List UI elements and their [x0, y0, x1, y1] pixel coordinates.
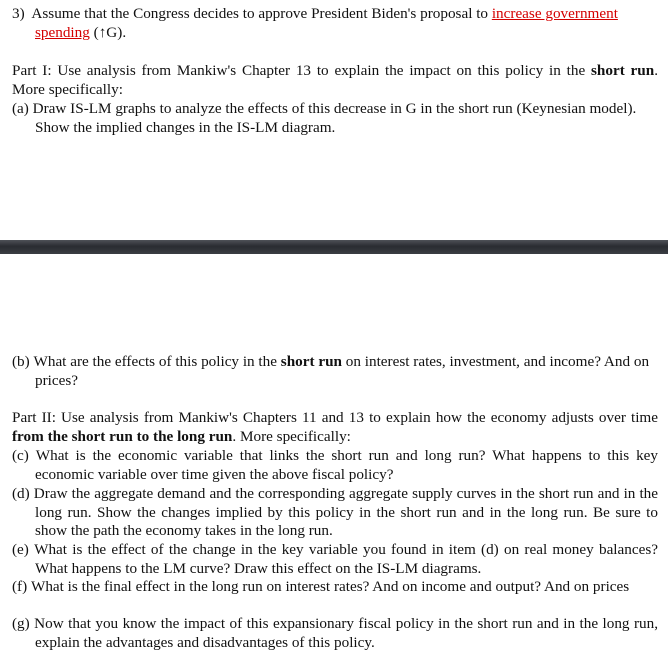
item-label: (g): [12, 615, 30, 632]
item-text: Now that you know the impact of this expansionary fiscal policy in the short run and in the long run, explain the advantages and disadvantages of this policy.: [34, 615, 659, 651]
part2-intro: Part II: Use analysis from Mankiw's Chapters 11 and 13 to explain how the economy adjusts over time from the short run to the long run. More specifically:: [12, 409, 658, 445]
question-number: 3): [12, 5, 25, 22]
g-increase-symbol: (↑G).: [89, 23, 127, 41]
question-item-g: [12, 615, 658, 652]
short-to-long-run-bold: from the short run to the long run: [12, 427, 233, 445]
question-item-c: [12, 447, 658, 484]
item-text: Draw the aggregate demand and the corresponding aggregate supply curves in the short run and in the long run. Show the changes implied by this policy in the short run and in the long run. Be sure to show the path the economy takes in the long run.: [33, 485, 659, 540]
question-item-b: (b) What are the effects of this policy in the short run on interest rates, investment, and income? And on prices?: [12, 353, 650, 389]
short-run-bold: short run: [591, 62, 655, 79]
item-label: (e): [12, 541, 29, 558]
question-intro: Assume that the Congress decides to approve President Biden's proposal to: [31, 5, 492, 22]
question-item-d: [12, 485, 658, 541]
item-label: (f): [12, 578, 28, 595]
part1-intro: Part I: Use analysis from Mankiw's Chapter 13 to explain the impact on this policy in the short run. More specifically:: [12, 62, 658, 98]
item-text: What is the final effect in the long run on interest rates? And on income and output? And on prices: [30, 578, 630, 595]
highlight-government-spending: increase government spending: [35, 5, 618, 41]
page-divider: [0, 240, 668, 254]
question-item-a: [12, 100, 658, 137]
item-label: (b): [12, 353, 30, 370]
item-text: What is the economic variable that links the short run and long run? What happens to this key economic variable over time given the above fiscal policy?: [35, 447, 659, 483]
question-item-f: [12, 578, 658, 597]
item-text: What is the effect of the change in the key variable you found in item (d) on real money balances? What happens to the LM curve? Draw this effect on the IS-LM diagrams.: [34, 541, 658, 577]
item-text: Draw IS-LM graphs to analyze the effects of this decrease in G in the short run (Keynesian model). Show the implied changes in the IS-LM diagram.: [32, 100, 637, 136]
item-label: (a): [12, 100, 29, 117]
question-header: [12, 5, 658, 42]
item-label: (d): [12, 485, 30, 502]
item-label: (c): [12, 447, 29, 464]
question-item-e: [12, 541, 658, 578]
